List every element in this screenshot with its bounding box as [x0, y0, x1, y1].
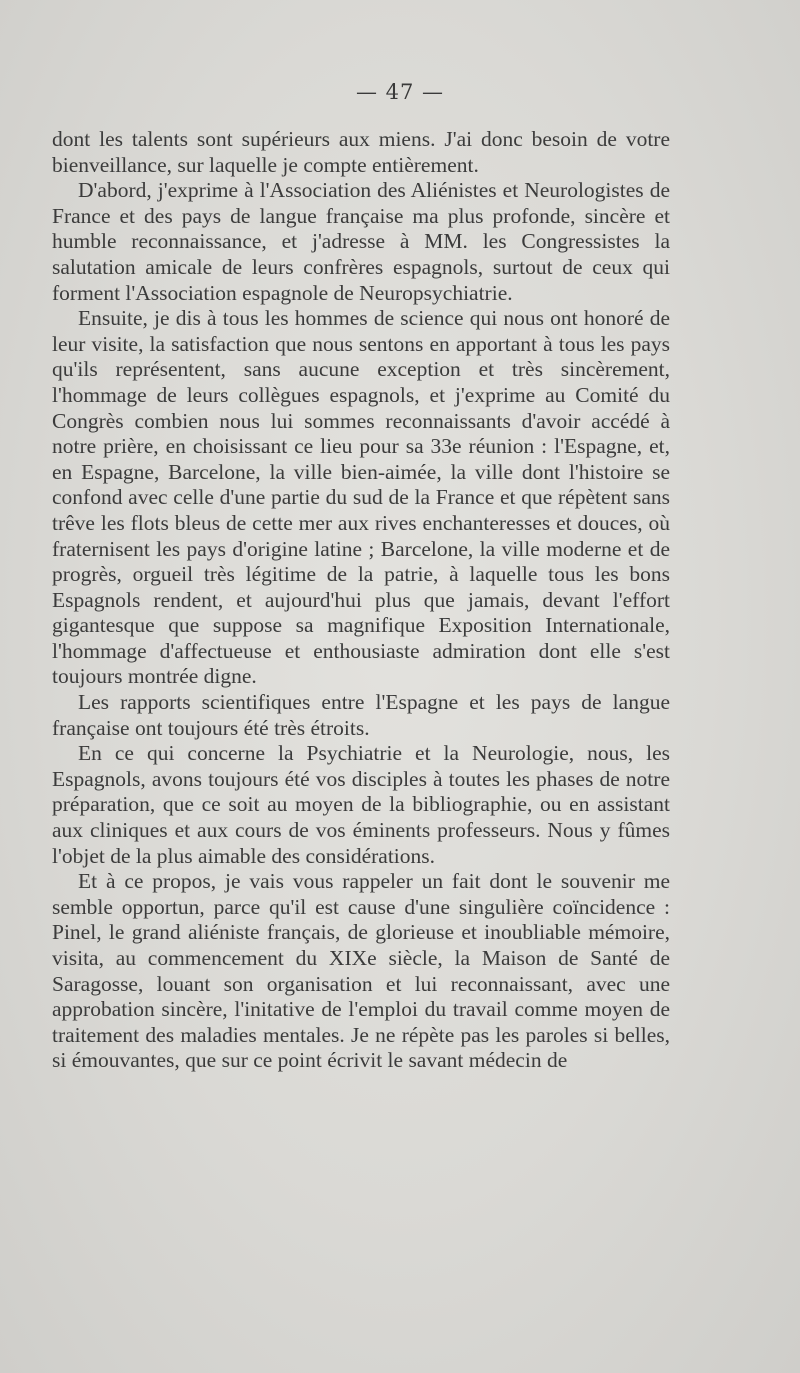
paragraph: En ce qui concerne la Psychiatrie et la Neurologie, nous, les Espagnols, avons toujours été vos disciples à toutes les phases de notre préparation, que ce soit au moyen de la bibliographie, ou en assistant aux cliniques et aux cours de vos éminents professeurs. Nous y fûmes l'objet de la plus aimable des considérations.: [52, 741, 670, 868]
page-number: — 47 —: [355, 80, 445, 104]
paragraph: Et à ce propos, je vais vous rappeler un fait dont le souvenir me semble opportun, parce qu'il est cause d'une singulière coïncidence : Pinel, le grand aliéniste français, de glorieuse et inoubliable mémoire, visita, au commencement du XIXe siècle, la Maison de Santé de Saragosse, louant son organisation et lui reconnaissant, avec une approbation sincère, l'initative de l'emploi du travail comme moyen de traitement des maladies mentales. Je ne répète pas les paroles si belles, si émouvantes, que sur ce point écrivit le savant médecin de: [52, 869, 670, 1073]
paragraph: Ensuite, je dis à tous les hommes de science qui nous ont honoré de leur visite, la satisfaction que nous sentons en apportant à tous les pays qu'ils représentent, sans aucune exception et très sincèrement, l'hommage de leurs collègues espagnols, et j'exprime au Comité du Congrès combien nous lui sommes reconnaissants d'avoir accédé à notre prière, en choisissant ce lieu pour sa 33e réunion : l'Espagne, et, en Espagne, Barcelone, la ville bien-aimée, la ville dont l'histoire se confond avec celle d'une partie du sud de la France et que répètent sans trêve les flots bleus de cette mer aux rives enchanteresses et douces, où fraternisent les pays d'origine latine ; Barcelone, la ville moderne et de progrès, orgueil très légitime de la patrie, à laquelle tous les bons Espagnols rendent, et aujourd'hui plus que jamais, devant l'effort gigantesque que suppose sa magnifique Exposition Internationale, l'hommage d'affectueuse et enthousiaste admiration dont elle s'est toujours montrée digne.: [52, 306, 670, 689]
paragraph: Les rapports scientifiques entre l'Espagne et les pays de langue française ont toujours été très étroits.: [52, 690, 670, 740]
paragraph: D'abord, j'exprime à l'Association des Aliénistes et Neurologistes de France et des pays de langue française ma plus profonde, sincère et humble reconnaissance, et j'adresse à MM. les Congressistes la salutation amicale de leurs confrères espagnols, surtout de ceux qui forment l'Association espagnole de Neuropsychiatrie.: [52, 178, 670, 305]
paragraph: dont les talents sont supérieurs aux miens. J'ai donc besoin de votre bienveillance, sur laquelle je compte entièrement.: [52, 127, 670, 177]
body-text: [52, 127, 670, 1074]
